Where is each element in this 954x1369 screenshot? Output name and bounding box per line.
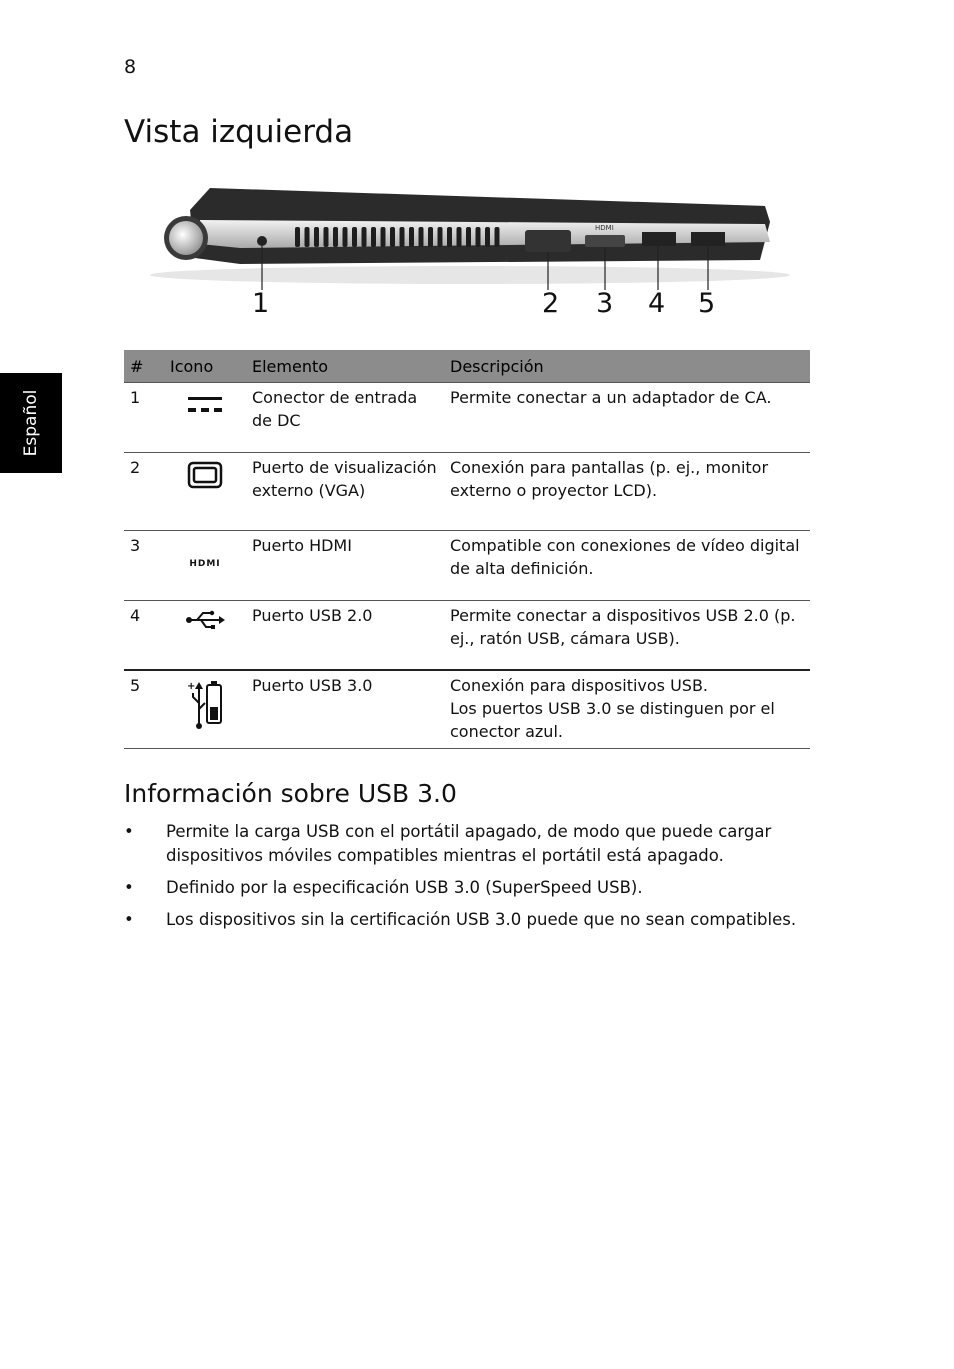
list-item: • Permite la carga USB con el portátil apagado, de modo que puede cargar dispositivos móviles compatibles mientras el portátil está apagado. — [124, 820, 824, 868]
vent-slot — [466, 227, 471, 247]
dc-in-icon — [186, 391, 224, 417]
callout-2: 2 — [542, 288, 560, 319]
vent-slot — [343, 227, 348, 247]
vent-slot — [362, 227, 367, 247]
vent-slot — [485, 227, 490, 247]
language-tab — [0, 373, 62, 473]
callout-3: 3 — [596, 288, 614, 319]
usb-section-heading: Información sobre USB 3.0 — [124, 779, 457, 808]
usb3-port — [691, 232, 725, 246]
hdmi-icon: HDMI — [189, 559, 221, 569]
vent-slot — [295, 227, 300, 247]
shadow — [150, 266, 790, 284]
row-element: Conector de entrada de DC — [246, 383, 444, 453]
page-number: 8 — [124, 56, 137, 78]
table-row — [124, 670, 810, 749]
laptop-left-side-illustration — [140, 180, 800, 290]
ports-table — [124, 350, 810, 749]
table-row — [124, 383, 810, 453]
vent-slot — [390, 227, 395, 247]
callout-5: 5 — [698, 288, 716, 319]
row-element: Puerto USB 3.0 — [246, 670, 444, 749]
vent-slot — [324, 227, 329, 247]
vent-slot — [495, 227, 500, 247]
row-element: Puerto de visualización externo (VGA) — [246, 453, 444, 531]
vent-slot — [438, 227, 443, 247]
row-description: Permite conectar a un adaptador de CA. — [444, 383, 810, 453]
vent-slot — [305, 227, 310, 247]
dc-in-port — [257, 236, 267, 246]
row-description: Conexión para pantallas (p. ej., monitor externo o proyector LCD). — [444, 453, 810, 531]
vent-slot — [428, 227, 433, 247]
row-description: Conexión para dispositivos USB. Los puertos USB 3.0 se distinguen por el conector azul. — [444, 670, 810, 749]
hdmi-port-label: HDMI — [595, 224, 614, 232]
usb2-port — [642, 232, 676, 246]
usb-charge-icon — [185, 679, 225, 731]
row-description: Permite conectar a dispositivos USB 2.0 (p. ej., ratón USB, cámara USB). — [444, 601, 810, 670]
list-item: • Definido por la especificación USB 3.0 (SuperSpeed USB). — [124, 876, 824, 900]
table-row — [124, 453, 810, 531]
vent-slot — [352, 227, 357, 247]
callout-4: 4 — [648, 288, 666, 319]
language-tab-label: Español — [21, 389, 41, 457]
hdmi-port — [585, 235, 625, 247]
row-element: Puerto HDMI — [246, 531, 444, 601]
table-row — [124, 601, 810, 670]
table-row — [124, 531, 810, 601]
vent-slot — [314, 227, 319, 247]
col-header-description: Descripción — [444, 350, 810, 383]
usb-icon — [185, 609, 225, 631]
page-title: Vista izquierda — [124, 114, 354, 150]
row-element: Puerto USB 2.0 — [246, 601, 444, 670]
callout-1: 1 — [252, 288, 270, 319]
table-header-row — [124, 350, 810, 383]
row-number: 3 — [124, 531, 164, 601]
vga-icon — [187, 461, 223, 489]
vent-slot — [419, 227, 424, 247]
row-number: 2 — [124, 453, 164, 531]
row-description: Compatible con conexiones de vídeo digital de alta definición. — [444, 531, 810, 601]
vent-slot — [381, 227, 386, 247]
vent-slot — [457, 227, 462, 247]
row-number: 4 — [124, 601, 164, 670]
vga-port — [525, 230, 571, 252]
row-number: 5 — [124, 670, 164, 749]
col-header-element: Elemento — [246, 350, 444, 383]
vent-slot — [409, 227, 414, 247]
usb-info-list — [124, 820, 824, 940]
vent-slot — [371, 227, 376, 247]
vent-slot — [476, 227, 481, 247]
row-number: 1 — [124, 383, 164, 453]
vent-slot — [447, 227, 452, 247]
col-header-number: # — [124, 350, 164, 383]
list-item: • Los dispositivos sin la certificación USB 3.0 puede que no sean compatibles. — [124, 908, 824, 932]
col-header-icon: Icono — [164, 350, 246, 383]
hinge — [169, 221, 203, 255]
svg-text:+: + — [187, 680, 196, 692]
vent-slot — [333, 227, 338, 247]
vent-slot — [400, 227, 405, 247]
